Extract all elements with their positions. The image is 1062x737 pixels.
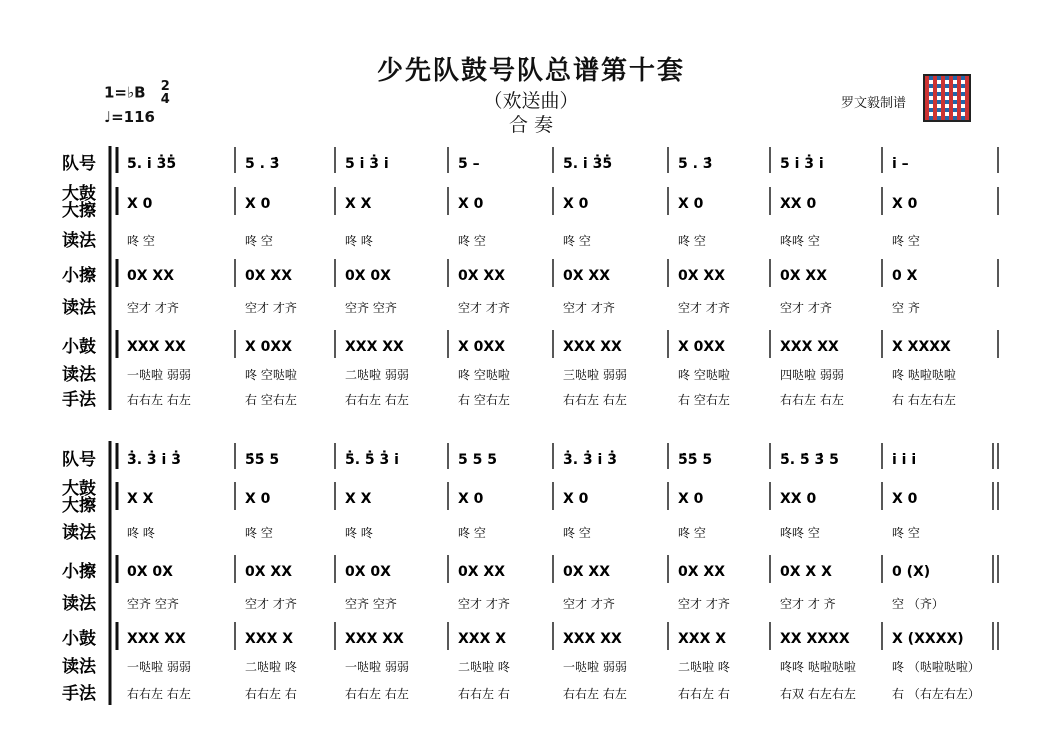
measure-cell: 5̇5̇ 5	[678, 452, 713, 468]
row-label: 小擦	[62, 266, 96, 286]
measure-cell: 5 –	[458, 156, 480, 172]
measure-cell: 右右左 右左	[127, 393, 191, 407]
measure-cell: 0 (X)	[892, 564, 931, 580]
measure-cell: 5. i 3̇5̇	[127, 156, 177, 172]
measure-cell: XX 0	[780, 196, 817, 212]
measure-cell: X X	[127, 491, 154, 507]
measure-cell: XXX XX	[563, 631, 622, 647]
measure-cell: 咚 哒啦哒啦	[892, 368, 956, 382]
measure-cell: 0X XX	[458, 564, 505, 580]
measure-cell: 咚 空	[245, 234, 273, 248]
measure-cell: 5 i 3̇ i	[780, 156, 824, 172]
measure-cell: 咚咚 哒啦哒啦	[780, 660, 856, 674]
measure-cell: 0X X X	[780, 564, 832, 580]
measure-cell: 咚 空	[245, 526, 273, 540]
row-label: 队号	[62, 450, 96, 470]
score-subtitle: （欢送曲）	[483, 90, 579, 112]
score-title: 少先队鼓号队总谱第十套	[376, 56, 685, 86]
measure-cell: i –	[892, 156, 909, 172]
measure-cell: 0X XX	[678, 564, 725, 580]
measure-cell: 二哒啦 咚	[458, 660, 510, 674]
measure-cell: 咚 空	[678, 526, 706, 540]
measure-cell: 右 空右左	[678, 393, 730, 407]
measure-cell: 右 空右左	[245, 393, 297, 407]
measure-cell: XXX X	[458, 631, 507, 647]
measure-cell: X 0	[127, 196, 153, 212]
measure-cell: X 0XX	[245, 339, 292, 355]
measure-cell: 咚 空	[678, 234, 706, 248]
measure-cell: 一哒啦 弱弱	[563, 660, 627, 674]
time-bottom: 4	[160, 92, 170, 107]
measure-cell: 空齐 空齐	[127, 597, 179, 611]
measure-cell: 咚咚 空	[780, 234, 820, 248]
measure-cell: 空才 才齐	[678, 301, 730, 315]
row-label: 大鼓	[62, 479, 96, 499]
author-credit: 罗文毅制谱	[841, 96, 907, 111]
measure-cell: X 0	[458, 491, 484, 507]
measure-cell: 咚 空	[563, 526, 591, 540]
measure-cell: 0X XX	[563, 268, 610, 284]
measure-cell: X 0	[892, 196, 918, 212]
measure-cell: X 0	[458, 196, 484, 212]
measure-cell: 咚咚 空	[780, 526, 820, 540]
measure-cell: XXX X	[678, 631, 727, 647]
measure-cell: 咚 空	[892, 526, 920, 540]
measure-cell: 0X XX	[245, 268, 292, 284]
measure-cell: 右右左 右左	[563, 393, 627, 407]
measure-cell: 5 i 3̇ i	[345, 156, 389, 172]
row-label: 大鼓	[62, 184, 96, 204]
measure-cell: 0X 0X	[127, 564, 173, 580]
measure-cell: 5 5 5	[458, 452, 497, 468]
measure-cell: 5 . 3̇	[245, 156, 280, 172]
measure-cell: 二哒啦 弱弱	[345, 368, 409, 382]
measure-cell: 空 齐	[892, 301, 920, 315]
measure-cell: 四哒啦 弱弱	[780, 368, 844, 382]
row-label: 小鼓	[62, 337, 96, 357]
measure-cell: XX 0	[780, 491, 817, 507]
measure-cell: 一哒啦 弱弱	[127, 660, 191, 674]
measure-cell: 5̇. 5̇ 3̇ i	[345, 452, 399, 468]
measure-cell: 5̇. 5̇ 3̇ 5	[780, 452, 839, 468]
measure-cell: X XXXX	[892, 339, 951, 355]
measure-cell: 咚 空	[563, 234, 591, 248]
measure-cell: 0X XX	[127, 268, 174, 284]
measure-cell: XX XXXX	[780, 631, 850, 647]
measure-cell: 三哒啦 弱弱	[563, 368, 627, 382]
measure-cell: 5 . 3̇	[678, 156, 713, 172]
measure-cell: 右 空右左	[458, 393, 510, 407]
measure-cell: i i i	[892, 452, 917, 468]
measure-cell: 右右左 右	[458, 687, 510, 701]
measure-cell: XXX XX	[127, 631, 186, 647]
row-label: 读法	[62, 365, 96, 385]
measure-cell: 空 （齐）	[892, 597, 944, 611]
measure-cell: 右双 右左右左	[780, 687, 856, 701]
measure-cell: 一哒啦 弱弱	[127, 368, 191, 382]
measure-cell: X 0	[563, 196, 589, 212]
measure-cell: 空才 才齐	[458, 301, 510, 315]
measure-cell: X 0XX	[458, 339, 505, 355]
measure-cell: 咚 空	[127, 234, 155, 248]
measure-cell: 咚 （哒啦哒啦）	[892, 660, 980, 674]
measure-cell: 0X 0X	[345, 564, 391, 580]
measure-cell: 空才 才 齐	[780, 597, 836, 611]
measure-cell: 咚 空	[458, 234, 486, 248]
measure-cell: 0 X	[892, 268, 918, 284]
measure-cell: 0X XX	[458, 268, 505, 284]
row-label: 大擦	[62, 496, 96, 516]
measure-cell: XXX XX	[780, 339, 839, 355]
measure-cell: 咚 咚	[127, 526, 155, 540]
measure-cell: 咚 空	[892, 234, 920, 248]
measure-cell: 咚 空哒啦	[245, 368, 297, 382]
measure-cell: 3̇. 3̇ i 3̇	[563, 452, 617, 468]
row-label: 小鼓	[62, 629, 96, 649]
measure-cell: 空才 才齐	[245, 597, 297, 611]
measure-cell: X 0	[245, 491, 271, 507]
measure-cell: 空才 才齐	[458, 597, 510, 611]
row-label: 手法	[62, 684, 96, 704]
measure-cell: X (XXXX)	[892, 631, 964, 647]
measure-cell: 右右左 右左	[780, 393, 844, 407]
measure-cell: 5. i 3̇5̇	[563, 156, 613, 172]
measure-cell: X 0	[245, 196, 271, 212]
measure-cell: 空才 才齐	[563, 301, 615, 315]
row-label: 读法	[62, 298, 96, 318]
measure-cell: X 0	[678, 491, 704, 507]
row-label: 读法	[62, 523, 96, 543]
measure-cell: 空才 才齐	[678, 597, 730, 611]
tempo-marking: ♩=116	[104, 108, 155, 126]
measure-cell: 一哒啦 弱弱	[345, 660, 409, 674]
measure-cell: 空才 才齐	[245, 301, 297, 315]
row-label: 大擦	[62, 201, 96, 221]
measure-cell: 右右左 右左	[345, 393, 409, 407]
measure-cell: X 0	[892, 491, 918, 507]
section-label: 合 奏	[508, 114, 554, 136]
measure-cell: 二哒啦 咚	[245, 660, 297, 674]
measure-cell: X X	[345, 196, 372, 212]
measure-cell: 右右左 右左	[345, 687, 409, 701]
measure-cell: 5̇5̇ 5	[245, 452, 280, 468]
measure-cell: X X	[345, 491, 372, 507]
measure-cell: X 0	[563, 491, 589, 507]
row-label: 读法	[62, 657, 96, 677]
measure-cell: XXX XX	[345, 339, 404, 355]
measure-cell: 咚 空哒啦	[678, 368, 730, 382]
row-label: 小擦	[62, 562, 96, 582]
measure-cell: 0X XX	[245, 564, 292, 580]
measure-cell: 右右左 右	[245, 687, 297, 701]
measure-cell: 空齐 空齐	[345, 301, 397, 315]
measure-cell: 咚 咚	[345, 526, 373, 540]
measure-cell: 右右左 右	[678, 687, 730, 701]
row-label: 队号	[62, 154, 96, 174]
measure-cell: 0X XX	[678, 268, 725, 284]
measure-cell: X 0	[678, 196, 704, 212]
row-label: 读法	[62, 231, 96, 251]
measure-cell: 右 右左右左	[892, 393, 956, 407]
row-label: 手法	[62, 390, 96, 410]
key-text: 1=♭B	[104, 83, 146, 102]
measure-cell: 右右左 右左	[127, 687, 191, 701]
measure-cell: 咚 空哒啦	[458, 368, 510, 382]
measure-cell: 3̇. 3̇ i 3̇	[127, 452, 181, 468]
measure-cell: 咚 咚	[345, 234, 373, 248]
measure-cell: 二哒啦 咚	[678, 660, 730, 674]
measure-cell: XXX XX	[345, 631, 404, 647]
measure-cell: 空才 才齐	[780, 301, 832, 315]
time-top: 2	[160, 79, 170, 94]
measure-cell: 0X XX	[563, 564, 610, 580]
measure-cell: 右 （右左右左）	[892, 687, 980, 701]
measure-cell: XXX XX	[127, 339, 186, 355]
measure-cell: 咚 空	[458, 526, 486, 540]
measure-cell: XXX XX	[563, 339, 622, 355]
measure-cell: XXX X	[245, 631, 294, 647]
measure-cell: 空才 才齐	[127, 301, 179, 315]
measure-cell: 空才 才齐	[563, 597, 615, 611]
measure-cell: X 0XX	[678, 339, 725, 355]
measure-cell: 0X 0X	[345, 268, 391, 284]
measure-cell: 0X XX	[780, 268, 827, 284]
measure-cell: 右右左 右左	[563, 687, 627, 701]
row-label: 读法	[62, 594, 96, 614]
measure-cell: 空齐 空齐	[345, 597, 397, 611]
